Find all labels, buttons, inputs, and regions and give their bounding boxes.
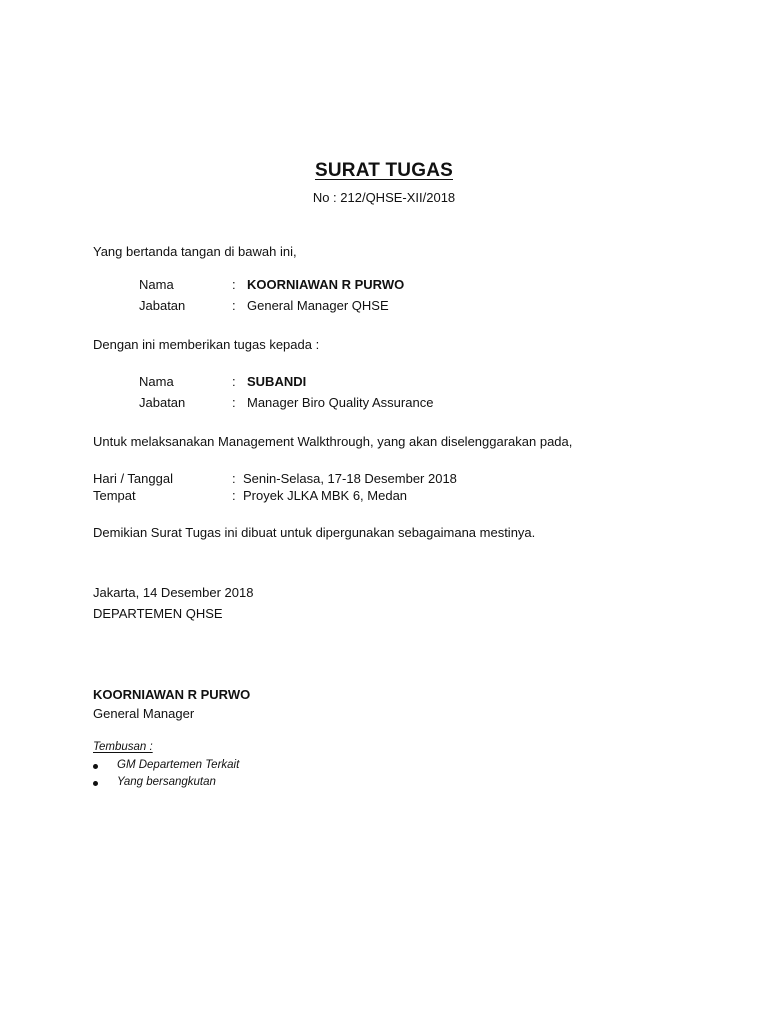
schedule-place-value: Proyek JLKA MBK 6, Medan [243,488,408,503]
assignee-name-row [139,375,639,391]
signature-name: KOORNIAWAN R PURWO [93,687,251,702]
signer-name-value: KOORNIAWAN R PURWO [247,277,405,292]
assign-intro-text: Dengan ini memberikan tugas kepada : [93,337,320,352]
bullet-icon [93,781,98,786]
signer-position-label: Jabatan [139,298,186,313]
schedule-date-label: Hari / Tanggal [93,471,173,486]
purpose-text: Untuk melaksanakan Management Walkthrough, yang akan diselenggarakan pada, [93,434,573,449]
signature-title: General Manager [93,706,195,721]
signer-position-row [139,299,639,315]
letter-title: SURAT TUGAS [314,160,453,181]
schedule-place-label: Tempat [93,488,136,503]
letter-number: No : 212/QHSE-XII/2018 [312,190,456,205]
signer-position-colon: : [232,298,236,313]
assignee-name-label: Nama [139,374,174,389]
bullet-icon [93,764,98,769]
schedule-place-row [93,489,653,505]
schedule-date-colon: : [232,471,236,486]
cc-item-label: GM Departemen Terkait [117,759,240,771]
schedule-date-row [93,472,653,488]
assignee-position-value: Manager Biro Quality Assurance [247,395,434,410]
assignee-position-label: Jabatan [139,395,186,410]
department-name: DEPARTEMEN QHSE [93,606,223,621]
intro-text: Yang bertanda tangan di bawah ini, [93,244,297,259]
signer-name-row [139,278,639,294]
cc-item-label: Yang bersangkutan [117,776,216,788]
assignee-name-colon: : [232,374,236,389]
signer-name-colon: : [232,277,236,292]
assignee-position-row [139,396,639,412]
place-date: Jakarta, 14 Desember 2018 [93,585,254,600]
signer-position-value: General Manager QHSE [247,298,389,313]
signer-name-label: Nama [139,277,174,292]
assignee-position-colon: : [232,395,236,410]
cc-heading: Tembusan : [93,741,153,753]
closing-text: Demikian Surat Tugas ini dibuat untuk dipergunakan sebagaimana mestinya. [93,525,536,540]
schedule-place-colon: : [232,488,236,503]
schedule-date-value: Senin-Selasa, 17-18 Desember 2018 [243,471,457,486]
assignee-name-value: SUBANDI [247,374,307,389]
